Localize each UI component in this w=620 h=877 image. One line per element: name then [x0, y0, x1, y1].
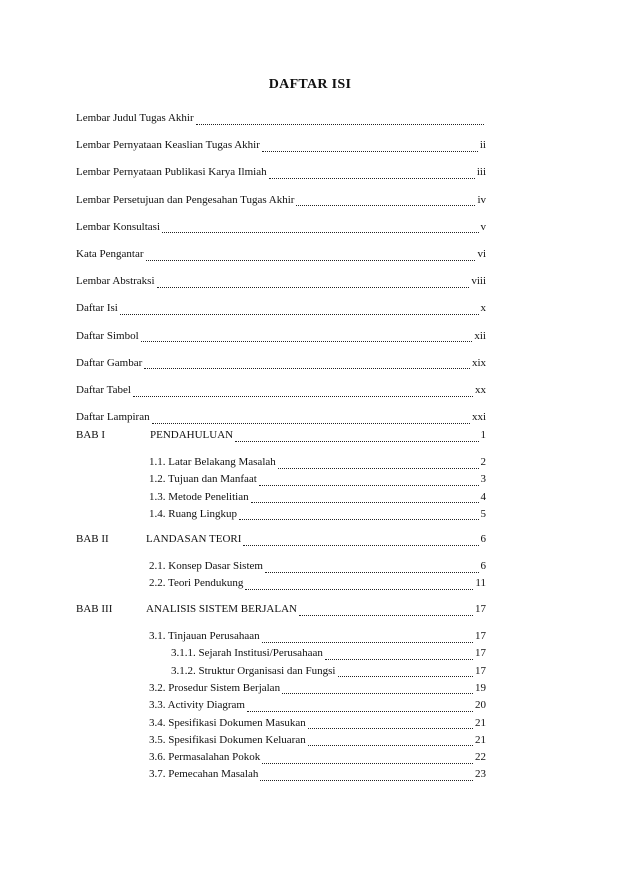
toc-section-entry	[149, 506, 486, 522]
toc-page-number: vi	[477, 248, 486, 260]
toc-entry-label: 2.2. Teori Pendukung	[149, 577, 244, 590]
toc-page-number: 3	[480, 473, 486, 486]
toc-front-matter-entry	[76, 164, 486, 180]
toc-page-number: ii	[479, 139, 486, 152]
dot-leader	[245, 579, 473, 590]
dot-leader	[247, 701, 473, 712]
toc-entry-label: 3.4. Spesifikasi Dokumen Masukan	[149, 716, 306, 729]
toc-section-entry	[149, 680, 486, 696]
toc-section-entry	[149, 628, 486, 644]
toc-section-entry	[149, 558, 486, 574]
dot-leader	[299, 605, 473, 616]
dot-leader	[239, 509, 479, 520]
toc-page-number: 17	[475, 664, 486, 677]
toc-entry-label: Lembar Persetujuan dan Pengesahan Tugas Akhir	[76, 193, 295, 206]
toc-entry-label: Daftar Simbol	[76, 329, 139, 342]
dot-leader	[260, 770, 473, 781]
toc-entry-label: Lembar Pernyataan Publikasi Karya Ilmiah	[76, 166, 267, 179]
toc-page-number: 17	[475, 603, 486, 615]
toc-page-number: 17	[475, 647, 486, 660]
toc-page-number: 6	[480, 533, 486, 545]
toc-section-entry	[149, 471, 486, 487]
dot-leader	[278, 458, 479, 469]
toc-entry-label: 3.1. Tinjauan Perusahaan	[149, 630, 260, 642]
dot-leader	[308, 718, 473, 729]
toc-section-entry	[149, 489, 486, 505]
toc-front-matter-entry	[76, 110, 486, 126]
toc-entry-label: 3.6. Permasalahan Pokok	[149, 751, 261, 764]
toc-page-number: 17	[475, 630, 486, 642]
toc-entry-label: LANDASAN TEORI	[146, 533, 242, 545]
toc-section-entry	[149, 766, 486, 782]
toc-entry-label: 1.1. Latar Belakang Masalah	[149, 456, 276, 468]
toc-entry-label: Daftar Gambar	[76, 356, 143, 369]
dot-leader	[146, 250, 476, 261]
toc-page-number: 11	[475, 577, 486, 590]
toc-page-number: v	[480, 220, 486, 233]
toc-page-number: xxi	[471, 411, 486, 424]
toc-subsection-entry	[171, 663, 486, 679]
dot-leader	[262, 141, 478, 152]
toc-page-number: 4	[480, 490, 486, 503]
dot-leader	[251, 492, 479, 503]
toc-page-number: 21	[475, 716, 486, 729]
toc-chapter-entry	[146, 531, 486, 547]
chapter-number: BAB III	[76, 603, 113, 615]
toc-entry-label: Daftar Isi	[76, 302, 118, 315]
toc-chapter-entry	[150, 427, 486, 443]
toc-front-matter-entry	[76, 382, 486, 398]
toc-page-number: 23	[475, 768, 486, 781]
dot-leader	[162, 222, 478, 233]
toc-entry-label: 3.7. Pemecahan Masalah	[149, 768, 259, 781]
toc-entry-label: 2.1. Konsep Dasar Sistem	[149, 560, 263, 572]
dot-leader	[282, 683, 473, 694]
toc-front-matter-entry	[76, 246, 486, 262]
dot-leader	[325, 649, 473, 660]
dot-leader	[243, 535, 478, 546]
dot-leader	[259, 475, 479, 486]
dot-leader	[235, 431, 478, 442]
toc-page-number: xii	[474, 329, 486, 342]
toc-front-matter-entry	[76, 219, 486, 235]
toc-page-number: 22	[475, 751, 486, 764]
toc-entry-label: 3.2. Prosedur Sistem Berjalan	[149, 681, 281, 694]
toc-entry-label: PENDAHULUAN	[150, 429, 234, 441]
toc-page-number: 19	[475, 681, 486, 694]
dot-leader	[338, 666, 474, 677]
dot-leader	[269, 168, 475, 179]
dot-leader	[262, 753, 473, 764]
dot-leader	[133, 386, 473, 397]
toc-page-number: iv	[477, 193, 486, 206]
toc-entry-label: 1.4. Ruang Lingkup	[149, 507, 237, 520]
toc-page-number: 21	[475, 733, 486, 746]
toc-entry-label: 3.3. Activity Diagram	[149, 699, 245, 712]
toc-section-entry	[149, 575, 486, 591]
toc-subsection-entry	[171, 645, 486, 661]
toc-page-number: 20	[475, 699, 486, 712]
toc-page-number: iii	[476, 166, 486, 179]
dot-leader	[144, 358, 470, 369]
toc-entry-label: 3.1.1. Sejarah Institusi/Perusahaan	[171, 647, 323, 660]
toc-entry-label: Daftar Tabel	[76, 384, 131, 396]
toc-page-number: 5	[480, 507, 486, 520]
toc-section-entry	[149, 715, 486, 731]
toc-front-matter-entry	[76, 300, 486, 316]
toc-front-matter-entry	[76, 192, 486, 208]
toc-entry-label: 1.3. Metode Penelitian	[149, 490, 249, 503]
toc-front-matter-entry	[76, 409, 486, 425]
toc-entry-label: Lembar Abstraksi	[76, 275, 155, 288]
toc-chapter-entry	[146, 601, 486, 617]
chapter-number: BAB I	[76, 429, 106, 441]
toc-section-entry	[149, 697, 486, 713]
toc-front-matter-entry	[76, 328, 486, 344]
chapter-number: BAB II	[76, 533, 109, 545]
dot-leader	[196, 114, 484, 125]
page-title: DAFTAR ISI	[268, 77, 352, 92]
toc-section-entry	[149, 749, 486, 765]
toc-front-matter-entry	[76, 137, 486, 153]
toc-entry-label: 3.1.2. Struktur Organisasi dan Fungsi	[171, 664, 336, 677]
toc-page-number: x	[480, 302, 486, 315]
toc-page-number: xix	[471, 356, 486, 369]
dot-leader	[296, 195, 475, 206]
toc-entry-label: ANALISIS SISTEM BERJALAN	[146, 603, 297, 615]
toc-entry-label: Lembar Judul Tugas Akhir	[76, 112, 194, 124]
toc-page-number: 6	[480, 560, 486, 572]
toc-front-matter-entry	[76, 273, 486, 289]
toc-entry-label: Lembar Pernyataan Keaslian Tugas Akhir	[76, 139, 260, 152]
dot-leader	[157, 277, 470, 288]
dot-leader	[308, 735, 473, 746]
toc-page-number: 2	[480, 456, 486, 468]
toc-section-entry	[149, 732, 486, 748]
toc-front-matter-entry	[76, 355, 486, 371]
toc-entry-label: 1.2. Tujuan dan Manfaat	[149, 473, 257, 486]
dot-leader	[265, 562, 479, 573]
dot-leader	[120, 304, 479, 315]
toc-page-number: 1	[480, 429, 486, 441]
toc-page-number: viii	[471, 275, 486, 288]
dot-leader	[141, 331, 473, 342]
toc-entry-label: 3.5. Spesifikasi Dokumen Keluaran	[149, 733, 306, 746]
toc-entry-label: Daftar Lampiran	[76, 411, 150, 424]
toc-page-number: xx	[475, 384, 486, 396]
toc-entry-label: Lembar Konsultasi	[76, 220, 161, 233]
dot-leader	[152, 413, 470, 424]
dot-leader	[262, 632, 473, 643]
toc-section-entry	[149, 454, 486, 470]
toc-entry-label: Kata Pengantar	[76, 248, 144, 260]
